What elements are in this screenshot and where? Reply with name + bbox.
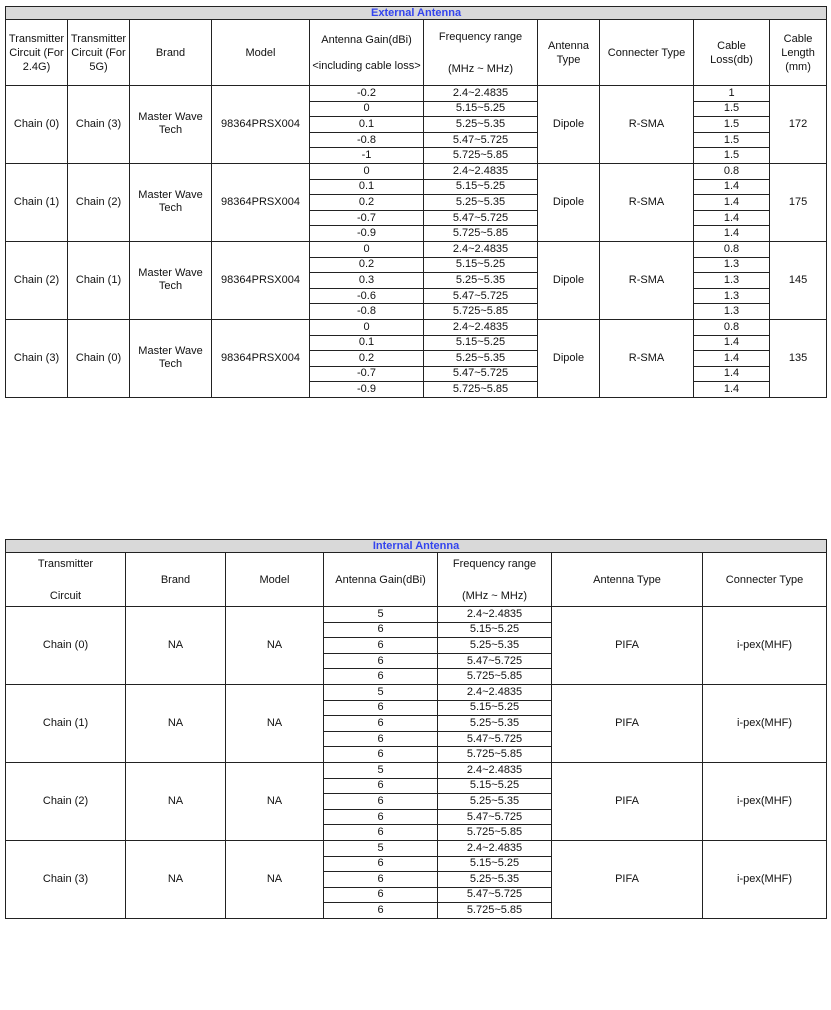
tx-5g-cell: Chain (3): [68, 86, 130, 164]
frequency-cell: 5.15~5.25: [438, 856, 552, 872]
frequency-cell: 5.725~5.85: [424, 304, 538, 320]
model-cell: NA: [226, 762, 324, 840]
antenna-gain-cell: -0.7: [310, 210, 424, 226]
header-cable-length: Cable Length (mm): [770, 20, 827, 86]
brand-cell: Master Wave Tech: [130, 86, 212, 164]
antenna-gain-cell: 6: [324, 622, 438, 638]
external-antenna-title: External Antenna: [6, 7, 827, 20]
cable-length-cell: 175: [770, 163, 827, 241]
cable-loss-cell: 1.3: [694, 273, 770, 289]
antenna-gain-cell: 6: [324, 653, 438, 669]
header-transmitter-circuit: [6, 553, 126, 607]
header-frequency-range-label: Frequency range: [438, 30, 523, 43]
antenna-type-cell: Dipole: [538, 86, 600, 164]
cable-loss-cell: 1.4: [694, 226, 770, 242]
header-connecter-type: Connecter Type: [703, 553, 827, 607]
antenna-gain-cell: 0.1: [310, 335, 424, 351]
header-frequency-range: [424, 20, 538, 86]
cable-loss-cell: 1.4: [694, 195, 770, 211]
cable-loss-cell: 1: [694, 86, 770, 102]
tx-5g-cell: Chain (0): [68, 319, 130, 397]
connecter-type-cell: R-SMA: [600, 86, 694, 164]
table-row: [6, 86, 827, 102]
antenna-gain-cell: 6: [324, 872, 438, 888]
tx-24g-cell: Chain (2): [6, 241, 68, 319]
frequency-cell: 5.47~5.725: [424, 132, 538, 148]
table-row: [6, 684, 827, 700]
model-cell: NA: [226, 840, 324, 918]
antenna-gain-cell: -0.8: [310, 304, 424, 320]
antenna-type-cell: PIFA: [552, 762, 703, 840]
frequency-cell: 5.15~5.25: [424, 101, 538, 117]
antenna-gain-cell: -0.8: [310, 132, 424, 148]
header-antenna-gain-note: <including cable loss>: [312, 59, 421, 72]
cable-length-cell: 135: [770, 319, 827, 397]
frequency-cell: 5.25~5.35: [424, 195, 538, 211]
cable-loss-cell: 1.4: [694, 351, 770, 367]
frequency-cell: 2.4~2.4835: [424, 319, 538, 335]
internal-antenna-title: Internal Antenna: [6, 540, 827, 553]
header-antenna-gain: [310, 20, 424, 86]
brand-cell: NA: [126, 762, 226, 840]
frequency-cell: 2.4~2.4835: [424, 163, 538, 179]
tx-24g-cell: Chain (3): [6, 319, 68, 397]
header-antenna-type: Antenna Type: [552, 553, 703, 607]
cable-loss-cell: 1.4: [694, 179, 770, 195]
header-brand: Brand: [126, 553, 226, 607]
table-row: [6, 840, 827, 856]
brand-cell: Master Wave Tech: [130, 163, 212, 241]
antenna-type-cell: PIFA: [552, 684, 703, 762]
cable-loss-cell: 1.5: [694, 101, 770, 117]
antenna-gain-cell: -0.9: [310, 382, 424, 398]
frequency-cell: 2.4~2.4835: [438, 607, 552, 623]
antenna-gain-cell: 0.3: [310, 273, 424, 289]
header-antenna-type: Antenna Type: [538, 20, 600, 86]
cable-loss-cell: 1.4: [694, 366, 770, 382]
antenna-gain-cell: 0.2: [310, 195, 424, 211]
antenna-gain-cell: 6: [324, 747, 438, 763]
header-brand: Brand: [130, 20, 212, 86]
cable-loss-cell: 1.3: [694, 257, 770, 273]
antenna-gain-cell: -0.9: [310, 226, 424, 242]
frequency-cell: 5.47~5.725: [438, 653, 552, 669]
frequency-cell: 5.25~5.35: [438, 638, 552, 654]
antenna-gain-cell: 6: [324, 638, 438, 654]
frequency-cell: 5.725~5.85: [424, 148, 538, 164]
antenna-gain-cell: 6: [324, 794, 438, 810]
header-model: Model: [226, 553, 324, 607]
frequency-cell: 5.15~5.25: [424, 179, 538, 195]
header-tx-24g: Transmitter Circuit (For 2.4G): [6, 20, 68, 86]
header-antenna-gain: Antenna Gain(dBi): [324, 553, 438, 607]
cable-loss-cell: 0.8: [694, 241, 770, 257]
brand-cell: NA: [126, 607, 226, 685]
brand-cell: Master Wave Tech: [130, 319, 212, 397]
frequency-cell: 5.47~5.725: [424, 210, 538, 226]
frequency-cell: 5.47~5.725: [438, 731, 552, 747]
frequency-cell: 5.725~5.85: [438, 669, 552, 685]
frequency-cell: 5.15~5.25: [424, 335, 538, 351]
antenna-gain-cell: -0.2: [310, 86, 424, 102]
model-cell: NA: [226, 684, 324, 762]
model-cell: NA: [226, 607, 324, 685]
cable-loss-cell: 0.8: [694, 319, 770, 335]
frequency-cell: 5.25~5.35: [438, 794, 552, 810]
antenna-gain-cell: 5: [324, 684, 438, 700]
tx-5g-cell: Chain (1): [68, 241, 130, 319]
antenna-gain-cell: -0.6: [310, 288, 424, 304]
transmitter-circuit-cell: Chain (1): [6, 684, 126, 762]
cable-length-cell: 172: [770, 86, 827, 164]
frequency-cell: 5.47~5.725: [424, 366, 538, 382]
cable-loss-cell: 1.4: [694, 382, 770, 398]
antenna-gain-cell: 6: [324, 887, 438, 903]
frequency-cell: 5.15~5.25: [424, 257, 538, 273]
internal-antenna-table: [5, 539, 827, 919]
header-frequency-unit: (MHz ~ MHz): [447, 62, 514, 75]
model-cell: 98364PRSX004: [212, 163, 310, 241]
antenna-gain-cell: -1: [310, 148, 424, 164]
antenna-type-cell: Dipole: [538, 163, 600, 241]
transmitter-circuit-cell: Chain (2): [6, 762, 126, 840]
model-cell: 98364PRSX004: [212, 86, 310, 164]
antenna-gain-cell: 6: [324, 856, 438, 872]
header-transmitter-label: Transmitter: [37, 557, 94, 570]
table-row: [6, 762, 827, 778]
header-frequency-unit: (MHz ~ MHz): [461, 589, 528, 602]
frequency-cell: 5.25~5.35: [438, 716, 552, 732]
tx-24g-cell: Chain (1): [6, 163, 68, 241]
frequency-cell: 5.47~5.725: [438, 809, 552, 825]
table-row: [6, 241, 827, 257]
antenna-gain-cell: 5: [324, 840, 438, 856]
connecter-type-cell: i-pex(MHF): [703, 607, 827, 685]
brand-cell: NA: [126, 684, 226, 762]
antenna-gain-cell: 5: [324, 607, 438, 623]
frequency-cell: 5.25~5.35: [424, 273, 538, 289]
cable-loss-cell: 1.5: [694, 117, 770, 133]
antenna-gain-cell: 6: [324, 669, 438, 685]
header-model: Model: [212, 20, 310, 86]
connecter-type-cell: R-SMA: [600, 319, 694, 397]
cable-loss-cell: 0.8: [694, 163, 770, 179]
frequency-cell: 5.725~5.85: [438, 825, 552, 841]
frequency-cell: 5.725~5.85: [424, 226, 538, 242]
antenna-type-cell: Dipole: [538, 241, 600, 319]
antenna-gain-cell: 6: [324, 700, 438, 716]
antenna-gain-cell: 0: [310, 163, 424, 179]
frequency-cell: 5.15~5.25: [438, 700, 552, 716]
connecter-type-cell: R-SMA: [600, 241, 694, 319]
table-row: [6, 163, 827, 179]
frequency-cell: 5.25~5.35: [438, 872, 552, 888]
transmitter-circuit-cell: Chain (3): [6, 840, 126, 918]
antenna-gain-cell: 6: [324, 731, 438, 747]
frequency-cell: 5.15~5.25: [438, 778, 552, 794]
cable-loss-cell: 1.4: [694, 335, 770, 351]
antenna-gain-cell: 6: [324, 778, 438, 794]
frequency-cell: 5.47~5.725: [424, 288, 538, 304]
header-frequency-range: [438, 553, 552, 607]
connecter-type-cell: i-pex(MHF): [703, 684, 827, 762]
header-connecter-type: Connecter Type: [600, 20, 694, 86]
brand-cell: NA: [126, 840, 226, 918]
brand-cell: Master Wave Tech: [130, 241, 212, 319]
antenna-gain-cell: 0: [310, 319, 424, 335]
antenna-gain-cell: 0.2: [310, 351, 424, 367]
antenna-type-cell: Dipole: [538, 319, 600, 397]
table-row: [6, 319, 827, 335]
cable-loss-cell: 1.4: [694, 210, 770, 226]
antenna-gain-cell: 0.1: [310, 179, 424, 195]
header-tx-5g: Transmitter Circuit (For 5G): [68, 20, 130, 86]
antenna-type-cell: PIFA: [552, 840, 703, 918]
tx-5g-cell: Chain (2): [68, 163, 130, 241]
antenna-gain-cell: 0: [310, 101, 424, 117]
external-antenna-table: [5, 6, 827, 398]
antenna-gain-cell: 6: [324, 716, 438, 732]
connecter-type-cell: i-pex(MHF): [703, 840, 827, 918]
header-antenna-gain-label: Antenna Gain(dBi): [321, 33, 412, 46]
antenna-gain-cell: 0.2: [310, 257, 424, 273]
antenna-gain-cell: 0: [310, 241, 424, 257]
cable-loss-cell: 1.5: [694, 132, 770, 148]
frequency-cell: 5.25~5.35: [424, 351, 538, 367]
antenna-gain-cell: 5: [324, 762, 438, 778]
model-cell: 98364PRSX004: [212, 319, 310, 397]
header-cable-loss: Cable Loss(db): [694, 20, 770, 86]
antenna-gain-cell: 0.1: [310, 117, 424, 133]
cable-loss-cell: 1.5: [694, 148, 770, 164]
header-circuit-label: Circuit: [49, 589, 82, 602]
cable-length-cell: 145: [770, 241, 827, 319]
frequency-cell: 2.4~2.4835: [438, 684, 552, 700]
frequency-cell: 5.725~5.85: [438, 903, 552, 919]
frequency-cell: 5.25~5.35: [424, 117, 538, 133]
frequency-cell: 2.4~2.4835: [438, 840, 552, 856]
table-row: [6, 607, 827, 623]
antenna-gain-cell: -0.7: [310, 366, 424, 382]
frequency-cell: 5.47~5.725: [438, 887, 552, 903]
frequency-cell: 2.4~2.4835: [438, 762, 552, 778]
connecter-type-cell: R-SMA: [600, 163, 694, 241]
frequency-cell: 5.725~5.85: [424, 382, 538, 398]
tx-24g-cell: Chain (0): [6, 86, 68, 164]
cable-loss-cell: 1.3: [694, 288, 770, 304]
antenna-gain-cell: 6: [324, 903, 438, 919]
frequency-cell: 5.725~5.85: [438, 747, 552, 763]
transmitter-circuit-cell: Chain (0): [6, 607, 126, 685]
antenna-gain-cell: 6: [324, 825, 438, 841]
antenna-type-cell: PIFA: [552, 607, 703, 685]
model-cell: 98364PRSX004: [212, 241, 310, 319]
frequency-cell: 2.4~2.4835: [424, 241, 538, 257]
antenna-gain-cell: 6: [324, 809, 438, 825]
frequency-cell: 2.4~2.4835: [424, 86, 538, 102]
cable-loss-cell: 1.3: [694, 304, 770, 320]
connecter-type-cell: i-pex(MHF): [703, 762, 827, 840]
header-frequency-range-label: Frequency range: [452, 557, 537, 570]
frequency-cell: 5.15~5.25: [438, 622, 552, 638]
